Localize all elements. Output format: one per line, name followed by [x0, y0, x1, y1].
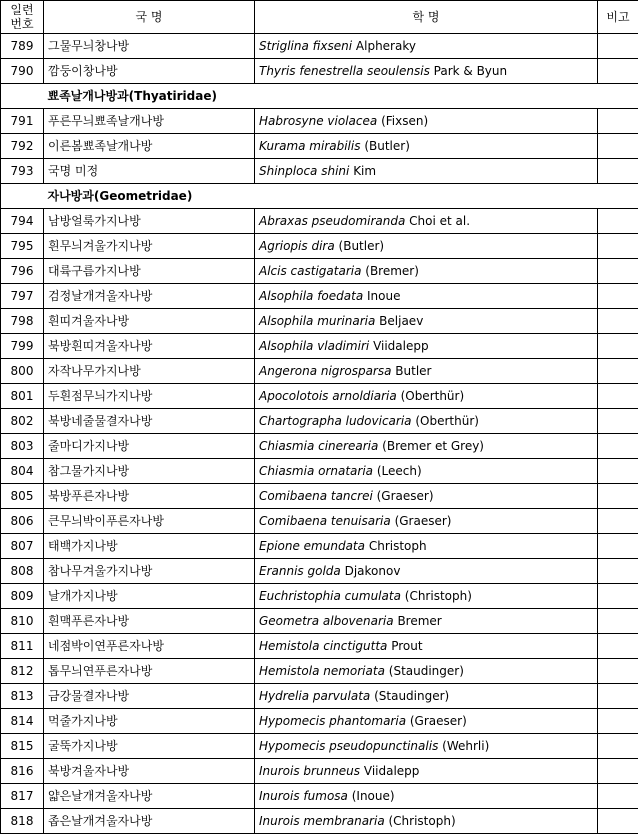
- scientific-name-cell: [255, 709, 598, 734]
- remarks-cell: [598, 159, 638, 184]
- remarks-cell: [598, 559, 638, 584]
- table-row: [1, 559, 638, 584]
- table-row: [1, 509, 638, 534]
- remarks-cell: [598, 134, 638, 159]
- scientific-name-cell: [255, 234, 598, 259]
- remarks-cell: [598, 709, 638, 734]
- scientific-name-cell: [255, 534, 598, 559]
- species-name: Inurois fumosa: [259, 789, 348, 803]
- scientific-name-cell: [255, 484, 598, 509]
- species-author: (Bremer): [365, 264, 419, 278]
- remarks-cell: [598, 684, 638, 709]
- scientific-name-cell: [255, 434, 598, 459]
- korean-name: 이른봄뾰족날개나방: [44, 134, 255, 159]
- remarks-cell: [598, 34, 638, 59]
- korean-name: 굴뚝가지나방: [44, 734, 255, 759]
- species-author: Beljaev: [379, 314, 423, 328]
- table-row: [1, 584, 638, 609]
- species-name: Striglina fixseni: [259, 39, 352, 53]
- serial-number: 794: [1, 209, 44, 234]
- serial-number: 815: [1, 734, 44, 759]
- scientific-name-cell: [255, 309, 598, 334]
- serial-number: 804: [1, 459, 44, 484]
- species-author: (Butler): [339, 239, 385, 253]
- korean-name: 줄마디가지나방: [44, 434, 255, 459]
- family-title: 뾰족날개나방과(Thyatiridae): [44, 84, 638, 109]
- scientific-name-cell: [255, 109, 598, 134]
- serial-number: 791: [1, 109, 44, 134]
- species-author: Viidalepp: [364, 764, 420, 778]
- korean-name: 날개가지나방: [44, 584, 255, 609]
- remarks-cell: [598, 334, 638, 359]
- remarks-cell: [598, 459, 638, 484]
- species-name: Geometra albovenaria: [259, 614, 394, 628]
- species-author: Bremer: [397, 614, 441, 628]
- remarks-cell: [598, 234, 638, 259]
- remarks-cell: [598, 484, 638, 509]
- remarks-cell: [598, 409, 638, 434]
- remarks-cell: [598, 434, 638, 459]
- scientific-name-cell: [255, 759, 598, 784]
- header-korean-name: 국 명: [44, 1, 255, 34]
- table-row: [1, 159, 638, 184]
- species-author: Viidalepp: [373, 339, 429, 353]
- serial-number: 816: [1, 759, 44, 784]
- korean-name: 흰맥푸른자나방: [44, 609, 255, 634]
- scientific-name-cell: [255, 384, 598, 409]
- species-name: Chartographa ludovicaria: [259, 414, 412, 428]
- table-row: [1, 484, 638, 509]
- scientific-name-cell: [255, 334, 598, 359]
- korean-name: 자작나무가지나방: [44, 359, 255, 384]
- serial-number: 809: [1, 584, 44, 609]
- scientific-name-cell: [255, 684, 598, 709]
- species-name: Epione emundata: [259, 539, 365, 553]
- species-author: (Graeser): [377, 489, 434, 503]
- remarks-cell: [598, 734, 638, 759]
- species-name: Comibaena tancrei: [259, 489, 373, 503]
- scientific-name-cell: [255, 584, 598, 609]
- table-row: [1, 734, 638, 759]
- table-row: [1, 709, 638, 734]
- species-name: Alsophila vladimiri: [259, 339, 369, 353]
- serial-number: 793: [1, 159, 44, 184]
- table-row: [1, 59, 638, 84]
- table-row: [1, 359, 638, 384]
- serial-number: 790: [1, 59, 44, 84]
- serial-number: 805: [1, 484, 44, 509]
- species-name: Agriopis dira: [259, 239, 335, 253]
- remarks-cell: [598, 609, 638, 634]
- scientific-name-cell: [255, 209, 598, 234]
- remarks-cell: [598, 759, 638, 784]
- species-name: Hydrelia parvulata: [259, 689, 370, 703]
- serial-number: 799: [1, 334, 44, 359]
- remarks-cell: [598, 384, 638, 409]
- species-author: (Staudinger): [389, 664, 464, 678]
- table-row: [1, 34, 638, 59]
- species-author: (Staudinger): [374, 689, 449, 703]
- species-name: Erannis golda: [259, 564, 341, 578]
- korean-name: 참나무겨울가지나방: [44, 559, 255, 584]
- species-name: Comibaena tenuisaria: [259, 514, 391, 528]
- serial-number: 798: [1, 309, 44, 334]
- table-row: [1, 759, 638, 784]
- remarks-cell: [598, 534, 638, 559]
- species-name: Shinploca shini: [259, 164, 349, 178]
- species-author: Prout: [391, 639, 422, 653]
- table-row: [1, 284, 638, 309]
- species-name: Inurois membranaria: [259, 814, 385, 828]
- serial-number: 803: [1, 434, 44, 459]
- korean-name: 태백가지나방: [44, 534, 255, 559]
- family-title: 자나방과(Geometridae): [44, 184, 638, 209]
- species-author: (Bremer et Grey): [382, 439, 484, 453]
- scientific-name-cell: [255, 609, 598, 634]
- korean-name: 먹줄가지나방: [44, 709, 255, 734]
- korean-name: 검정날개겨울자나방: [44, 284, 255, 309]
- family-blank-cell: [1, 84, 44, 109]
- korean-name: 푸른무늬뾰족날개나방: [44, 109, 255, 134]
- species-author: Park & Byun: [434, 64, 507, 78]
- scientific-name-cell: [255, 134, 598, 159]
- species-name: Alsophila foedata: [259, 289, 363, 303]
- species-author: Djakonov: [345, 564, 401, 578]
- species-name: Chiasmia cinerearia: [259, 439, 378, 453]
- table-row: [1, 234, 638, 259]
- header-serial-line2: 번호: [10, 17, 33, 31]
- serial-number: 811: [1, 634, 44, 659]
- korean-name: 흰띠겨울자나방: [44, 309, 255, 334]
- serial-number: 796: [1, 259, 44, 284]
- serial-number: 801: [1, 384, 44, 409]
- scientific-name-cell: [255, 559, 598, 584]
- family-blank-cell: [1, 184, 44, 209]
- species-author: (Wehrli): [442, 739, 489, 753]
- table-header-row: [1, 1, 638, 34]
- species-author: (Christoph): [389, 814, 456, 828]
- species-name: Habrosyne violacea: [259, 114, 377, 128]
- korean-name: 남방얼룩가지나방: [44, 209, 255, 234]
- table-row: [1, 309, 638, 334]
- remarks-cell: [598, 809, 638, 834]
- table-row: [1, 809, 638, 834]
- korean-name: 북방네줄물결자나방: [44, 409, 255, 434]
- species-author: Butler: [395, 364, 431, 378]
- species-author: (Christoph): [405, 589, 472, 603]
- korean-name: 네점박이연푸른자나방: [44, 634, 255, 659]
- species-name: Alcis castigataria: [259, 264, 361, 278]
- scientific-name-cell: [255, 509, 598, 534]
- remarks-cell: [598, 309, 638, 334]
- korean-name: 금강물결자나방: [44, 684, 255, 709]
- serial-number: 813: [1, 684, 44, 709]
- scientific-name-cell: [255, 284, 598, 309]
- korean-name: 큰무늬박이푸른자나방: [44, 509, 255, 534]
- species-author: (Graeser): [395, 514, 452, 528]
- scientific-name-cell: [255, 809, 598, 834]
- korean-name: 북방겨울자나방: [44, 759, 255, 784]
- korean-name: 두흰점무늬가지나방: [44, 384, 255, 409]
- remarks-cell: [598, 784, 638, 809]
- scientific-name-cell: [255, 259, 598, 284]
- table-row: [1, 434, 638, 459]
- remarks-cell: [598, 509, 638, 534]
- serial-number: 802: [1, 409, 44, 434]
- table-body: [1, 34, 638, 834]
- species-author: Kim: [353, 164, 376, 178]
- serial-number: 814: [1, 709, 44, 734]
- korean-name: 대륙구름가지나방: [44, 259, 255, 284]
- species-name: Hemistola cinctigutta: [259, 639, 387, 653]
- table-row: [1, 659, 638, 684]
- species-name: Hypomecis phantomaria: [259, 714, 406, 728]
- species-name: Kurama mirabilis: [259, 139, 360, 153]
- species-author: (Graeser): [410, 714, 467, 728]
- species-author: (Oberthür): [415, 414, 479, 428]
- scientific-name-cell: [255, 734, 598, 759]
- serial-number: 795: [1, 234, 44, 259]
- korean-name: 좁은날개겨울자나방: [44, 809, 255, 834]
- species-name: Inurois brunneus: [259, 764, 360, 778]
- remarks-cell: [598, 209, 638, 234]
- species-name: Apocolotois arnoldiaria: [259, 389, 397, 403]
- serial-number: 812: [1, 659, 44, 684]
- korean-name: 참그물가지나방: [44, 459, 255, 484]
- family-header-row: [1, 184, 638, 209]
- table-row: [1, 684, 638, 709]
- remarks-cell: [598, 659, 638, 684]
- scientific-name-cell: [255, 459, 598, 484]
- korean-name: 깜둥이창나방: [44, 59, 255, 84]
- serial-number: 792: [1, 134, 44, 159]
- species-name: Hemistola nemoriata: [259, 664, 385, 678]
- table-row: [1, 134, 638, 159]
- scientific-name-cell: [255, 59, 598, 84]
- serial-number: 810: [1, 609, 44, 634]
- remarks-cell: [598, 634, 638, 659]
- serial-number: 797: [1, 284, 44, 309]
- scientific-name-cell: [255, 409, 598, 434]
- remarks-cell: [598, 359, 638, 384]
- family-header-row: [1, 84, 638, 109]
- header-scientific-name: 학 명: [255, 1, 598, 34]
- species-author: (Leech): [377, 464, 422, 478]
- species-name: Angerona nigrosparsa: [259, 364, 391, 378]
- scientific-name-cell: [255, 659, 598, 684]
- serial-number: 818: [1, 809, 44, 834]
- header-serial-number: [1, 1, 44, 34]
- header-serial-line1: 일련: [10, 3, 33, 17]
- species-name: Hypomecis pseudopunctinalis: [259, 739, 438, 753]
- species-author: Christoph: [369, 539, 427, 553]
- serial-number: 807: [1, 534, 44, 559]
- korean-name: 북방푸른자나방: [44, 484, 255, 509]
- table-row: [1, 384, 638, 409]
- korean-name: 그물무늬창나방: [44, 34, 255, 59]
- table-row: [1, 609, 638, 634]
- table-row: [1, 634, 638, 659]
- species-author: (Fixsen): [381, 114, 428, 128]
- species-name: Chiasmia ornataria: [259, 464, 373, 478]
- species-name: Thyris fenestrella seoulensis: [259, 64, 430, 78]
- table-row: [1, 109, 638, 134]
- remarks-cell: [598, 259, 638, 284]
- remarks-cell: [598, 284, 638, 309]
- scientific-name-cell: [255, 784, 598, 809]
- species-name: Abraxas pseudomiranda: [259, 214, 405, 228]
- korean-name: 톱무늬연푸른자나방: [44, 659, 255, 684]
- serial-number: 817: [1, 784, 44, 809]
- species-author: Choi et al.: [409, 214, 470, 228]
- species-author: Inoue: [367, 289, 400, 303]
- korean-name: 얇은날개겨울자나방: [44, 784, 255, 809]
- serial-number: 806: [1, 509, 44, 534]
- species-author: (Inoue): [352, 789, 395, 803]
- species-author: (Butler): [364, 139, 410, 153]
- table-row: [1, 334, 638, 359]
- serial-number: 808: [1, 559, 44, 584]
- scientific-name-cell: [255, 634, 598, 659]
- species-name: Euchristophia cumulata: [259, 589, 401, 603]
- table-row: [1, 534, 638, 559]
- table-row: [1, 409, 638, 434]
- serial-number: 789: [1, 34, 44, 59]
- korean-name: 북방흰띠겨울자나방: [44, 334, 255, 359]
- species-author: Alpheraky: [356, 39, 416, 53]
- korean-name: 국명 미정: [44, 159, 255, 184]
- header-remarks: 비고: [598, 1, 638, 34]
- table-row: [1, 259, 638, 284]
- remarks-cell: [598, 109, 638, 134]
- serial-number: 800: [1, 359, 44, 384]
- table-row: [1, 784, 638, 809]
- remarks-cell: [598, 584, 638, 609]
- species-author: (Oberthür): [401, 389, 465, 403]
- scientific-name-cell: [255, 159, 598, 184]
- table-row: [1, 209, 638, 234]
- korean-name: 흰무늬겨울가지나방: [44, 234, 255, 259]
- remarks-cell: [598, 59, 638, 84]
- species-name: Alsophila murinaria: [259, 314, 375, 328]
- scientific-name-cell: [255, 34, 598, 59]
- table-row: [1, 459, 638, 484]
- scientific-name-cell: [255, 359, 598, 384]
